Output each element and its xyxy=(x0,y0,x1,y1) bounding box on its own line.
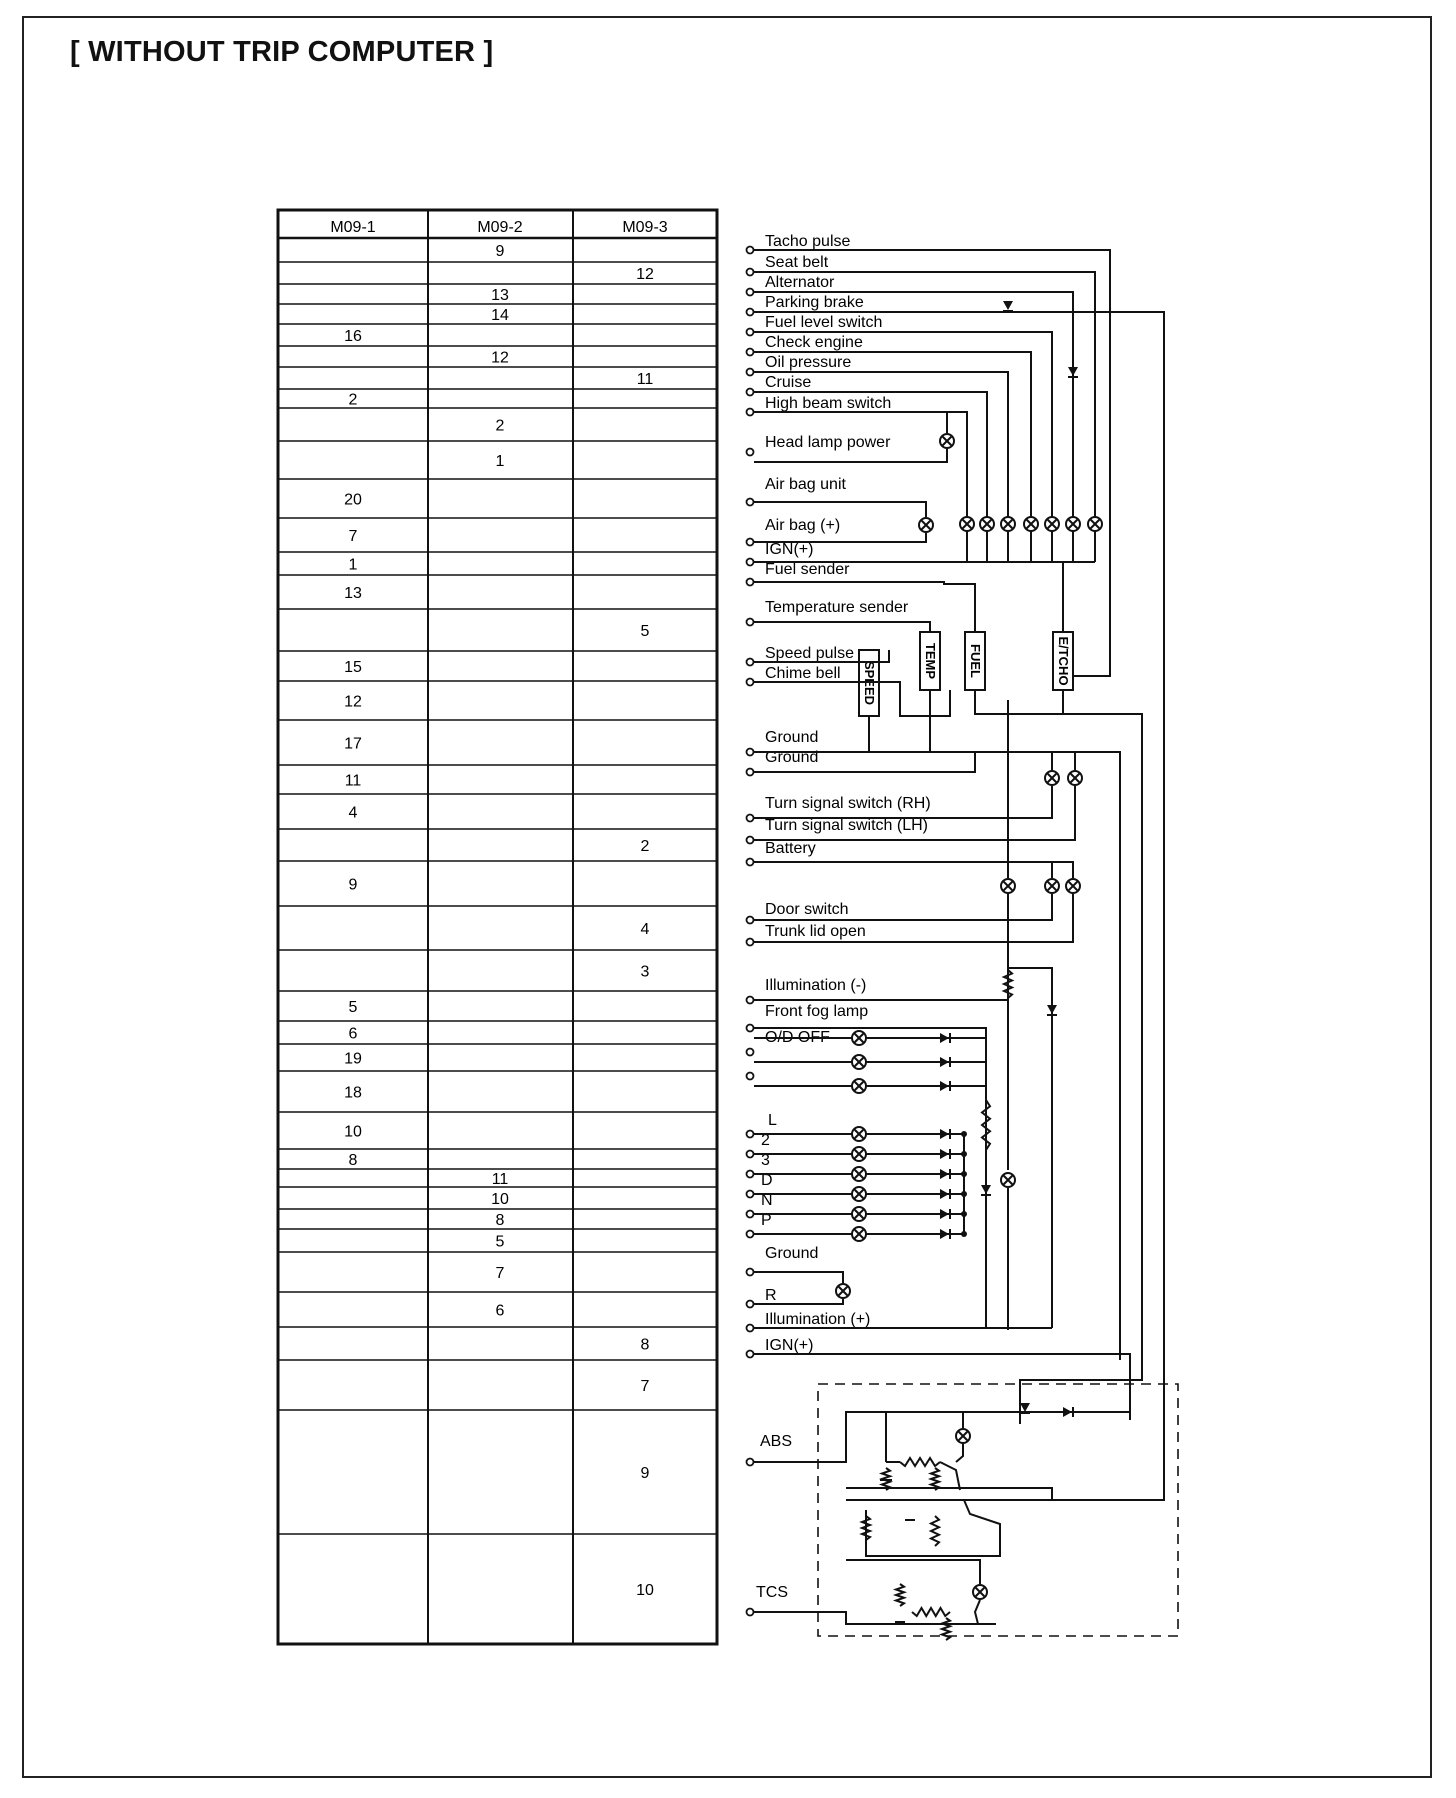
wire xyxy=(754,1612,996,1624)
table-header-m09-1: M09-1 xyxy=(330,219,376,236)
terminal xyxy=(747,659,754,666)
signal-label: R xyxy=(765,1287,777,1304)
diode-icon xyxy=(1068,367,1078,377)
terminal xyxy=(747,1151,754,1158)
wire xyxy=(846,1560,980,1584)
table-cell: 8 xyxy=(495,1212,505,1229)
table-cell: 2 xyxy=(495,417,505,435)
bulb-icon xyxy=(960,517,974,531)
gauge-label: FUEL xyxy=(968,644,983,678)
terminal xyxy=(747,579,754,586)
signal-label: Ground xyxy=(765,749,819,766)
table-cell: 5 xyxy=(495,1233,505,1251)
signal-label: High beam switch xyxy=(765,395,892,412)
terminal xyxy=(747,369,754,376)
table-cell: 7 xyxy=(348,528,358,545)
table-cell: 3 xyxy=(640,963,650,981)
signal-label: Door switch xyxy=(765,901,849,918)
signal-label: ABS xyxy=(760,1433,793,1450)
wire xyxy=(754,622,930,632)
signal-label: Battery xyxy=(765,840,816,857)
wire xyxy=(754,1412,1130,1462)
signal-label: N xyxy=(761,1192,773,1209)
wire xyxy=(846,1488,1052,1500)
signal-label: O/D OFF xyxy=(765,1029,830,1046)
table-cell: 12 xyxy=(344,693,362,711)
resistor-icon xyxy=(896,1584,904,1606)
wire xyxy=(754,1272,843,1283)
bulb-icon xyxy=(1066,879,1080,893)
terminal xyxy=(747,499,754,506)
terminal xyxy=(747,559,754,566)
bulb-icon xyxy=(852,1167,866,1181)
signal-label: Oil pressure xyxy=(765,354,852,371)
wire xyxy=(754,412,947,433)
signal-label: IGN(+) xyxy=(765,541,814,558)
terminal xyxy=(747,1269,754,1276)
table-cell: 20 xyxy=(344,491,362,509)
bulb-icon xyxy=(1001,879,1015,893)
table-cell: 7 xyxy=(495,1265,505,1282)
terminal xyxy=(747,815,754,822)
gauge-label: E/TCHO xyxy=(1056,636,1071,686)
table-cell: 9 xyxy=(640,1465,650,1482)
signal-label: P xyxy=(761,1212,772,1229)
resistor-icon xyxy=(900,1458,940,1466)
terminal xyxy=(747,1325,754,1332)
diode-icon xyxy=(940,1189,950,1199)
bulb-icon xyxy=(1068,771,1082,785)
wire xyxy=(975,1600,980,1624)
terminal xyxy=(747,769,754,776)
table-cell: 10 xyxy=(491,1191,509,1208)
table-cell: 11 xyxy=(636,371,654,388)
signal-label: Front fog lamp xyxy=(765,1003,869,1020)
table-cell: 11 xyxy=(491,1171,509,1188)
signal-label: Parking brake xyxy=(765,294,864,311)
terminal xyxy=(747,997,754,1004)
signal-label: D xyxy=(761,1172,773,1189)
bulb-icon xyxy=(980,517,994,531)
resistor-icon xyxy=(931,1468,939,1490)
bulb-icon xyxy=(852,1127,866,1141)
diode-icon xyxy=(940,1149,950,1159)
terminal xyxy=(747,247,754,254)
table-cell: 8 xyxy=(640,1336,650,1354)
bulb-icon xyxy=(852,1207,866,1221)
signal-label: Fuel sender xyxy=(765,561,850,578)
signal-label: Ground xyxy=(765,729,819,746)
terminal xyxy=(747,837,754,844)
gauge-label: SPEED xyxy=(862,660,877,706)
diode-icon xyxy=(1003,301,1013,311)
signal-label: Cruise xyxy=(765,374,812,391)
terminal xyxy=(747,349,754,356)
terminal xyxy=(747,1073,754,1080)
wire xyxy=(1020,1364,1142,1424)
diode-icon xyxy=(981,1185,991,1195)
signal-label: Speed pulse xyxy=(765,645,854,662)
bulb-icon xyxy=(852,1147,866,1161)
terminal xyxy=(747,917,754,924)
diode-icon xyxy=(940,1209,950,1219)
table-cell: 8 xyxy=(348,1152,358,1169)
signal-label: Turn signal switch (LH) xyxy=(765,817,929,834)
terminal xyxy=(747,859,754,866)
diode-icon xyxy=(1047,1005,1057,1015)
terminal xyxy=(747,1049,754,1056)
signal-label: 3 xyxy=(761,1152,770,1169)
gauge-fuel xyxy=(965,632,985,690)
table-cell: 6 xyxy=(495,1302,505,1320)
terminal xyxy=(747,389,754,396)
diode-icon xyxy=(940,1169,950,1179)
terminal xyxy=(747,329,754,336)
terminal xyxy=(747,1191,754,1198)
terminal xyxy=(747,1301,754,1308)
bulb-icon xyxy=(852,1187,866,1201)
diode-icon xyxy=(1063,1407,1073,1417)
wire xyxy=(1120,1354,1130,1420)
table-cell: 9 xyxy=(495,243,505,260)
signal-label: Air bag unit xyxy=(765,476,846,493)
table-cell: 15 xyxy=(344,659,362,676)
table-cell: 11 xyxy=(344,772,362,790)
terminal xyxy=(747,679,754,686)
signal-label: L xyxy=(768,1112,777,1129)
wire xyxy=(940,1462,960,1490)
bulb-icon xyxy=(1001,1173,1015,1187)
bulb-icon xyxy=(956,1429,970,1443)
wire xyxy=(754,1028,986,1328)
table-cell: 18 xyxy=(344,1084,362,1102)
bulb-icon xyxy=(1024,517,1038,531)
terminal xyxy=(747,539,754,546)
terminal xyxy=(747,1171,754,1178)
signal-label: Temperature sender xyxy=(765,599,909,616)
wire xyxy=(754,862,1073,878)
terminal xyxy=(747,1609,754,1616)
signal-label: Turn signal switch (RH) xyxy=(765,795,931,812)
gauge-e-tcho xyxy=(1053,632,1073,690)
signal-label: Alternator xyxy=(765,274,835,291)
resistor-icon xyxy=(942,1618,950,1640)
table-cell: 12 xyxy=(491,349,509,367)
signal-label: Illumination (-) xyxy=(765,977,867,994)
table-cell: 4 xyxy=(640,921,650,938)
terminal xyxy=(747,749,754,756)
table-cell: 13 xyxy=(491,287,509,304)
signal-label: 2 xyxy=(761,1132,770,1149)
bulb-icon xyxy=(1088,517,1102,531)
resistor-icon xyxy=(912,1608,950,1616)
terminal xyxy=(747,449,754,456)
page-title: [ WITHOUT TRIP COMPUTER ] xyxy=(70,36,494,68)
table-cell: 19 xyxy=(344,1050,362,1068)
terminal xyxy=(747,289,754,296)
table-cell: 1 xyxy=(495,453,505,470)
signal-label: Check engine xyxy=(765,334,863,351)
signal-label: Air bag (+) xyxy=(765,517,841,534)
table-cell: 2 xyxy=(640,838,650,855)
terminal xyxy=(747,1231,754,1238)
signal-label: Tacho pulse xyxy=(765,233,851,250)
bulb-icon xyxy=(852,1227,866,1241)
bulb-icon xyxy=(852,1031,866,1045)
terminal xyxy=(747,409,754,416)
terminal xyxy=(747,939,754,946)
wire xyxy=(754,502,926,517)
resistor-icon xyxy=(931,1516,939,1546)
bulb-icon xyxy=(940,434,954,448)
wire xyxy=(866,1500,1000,1556)
wire xyxy=(956,1444,963,1462)
wire xyxy=(1008,968,1052,1328)
gauge-temp xyxy=(920,632,940,690)
bulb-icon xyxy=(1001,517,1015,531)
signal-label: Chime bell xyxy=(765,665,841,682)
terminal xyxy=(747,1025,754,1032)
terminal xyxy=(747,1131,754,1138)
table-cell: 17 xyxy=(344,735,362,753)
diode-icon xyxy=(940,1033,950,1043)
table-cell: 2 xyxy=(348,391,358,409)
bulb-icon xyxy=(836,1284,850,1298)
table-cell: 1 xyxy=(348,556,358,574)
table-cell: 6 xyxy=(348,1025,358,1043)
table-cell: 13 xyxy=(344,585,362,602)
table-cell: 12 xyxy=(636,266,654,283)
signal-label: Head lamp power xyxy=(765,434,891,451)
table-cell: 10 xyxy=(636,1582,654,1599)
table-cell: 14 xyxy=(491,307,509,324)
gauge-label: TEMP xyxy=(923,642,938,680)
signal-label: Ground xyxy=(765,1245,819,1262)
table-cell: 7 xyxy=(640,1378,650,1395)
bulb-icon xyxy=(973,1585,987,1599)
signal-label: IGN(+) xyxy=(765,1337,814,1354)
table-cell: 16 xyxy=(344,328,362,345)
signal-label: TCS xyxy=(756,1584,788,1601)
diode-icon xyxy=(940,1129,950,1139)
table-cell: 5 xyxy=(348,999,358,1016)
bulb-icon xyxy=(852,1079,866,1093)
table-cell: 10 xyxy=(344,1123,362,1141)
signal-label: Trunk lid open xyxy=(765,923,866,940)
bulb-icon xyxy=(1066,517,1080,531)
table-header-m09-3: M09-3 xyxy=(622,219,668,236)
bulb-icon xyxy=(852,1055,866,1069)
bulb-icon xyxy=(919,518,933,532)
terminal xyxy=(747,619,754,626)
table-header-m09-2: M09-2 xyxy=(477,219,523,236)
diode-icon xyxy=(940,1057,950,1067)
signal-label: Seat belt xyxy=(765,254,829,271)
bulb-icon xyxy=(1045,771,1059,785)
terminal xyxy=(747,309,754,316)
terminal xyxy=(747,269,754,276)
diode-icon xyxy=(940,1081,950,1091)
abs-tcs-module xyxy=(818,1384,1178,1636)
table-cell: 9 xyxy=(348,876,358,894)
bulb-icon xyxy=(1045,517,1059,531)
signal-label: Fuel level switch xyxy=(765,314,883,331)
table-cell: 4 xyxy=(348,804,358,822)
terminal xyxy=(747,1351,754,1358)
wire xyxy=(975,690,1142,1380)
terminal xyxy=(747,1459,754,1466)
terminal xyxy=(747,1211,754,1218)
bulb-icon xyxy=(1045,879,1059,893)
table-cell: 5 xyxy=(640,623,650,640)
diode-icon xyxy=(940,1229,950,1239)
signal-label: Illumination (+) xyxy=(765,1311,871,1328)
